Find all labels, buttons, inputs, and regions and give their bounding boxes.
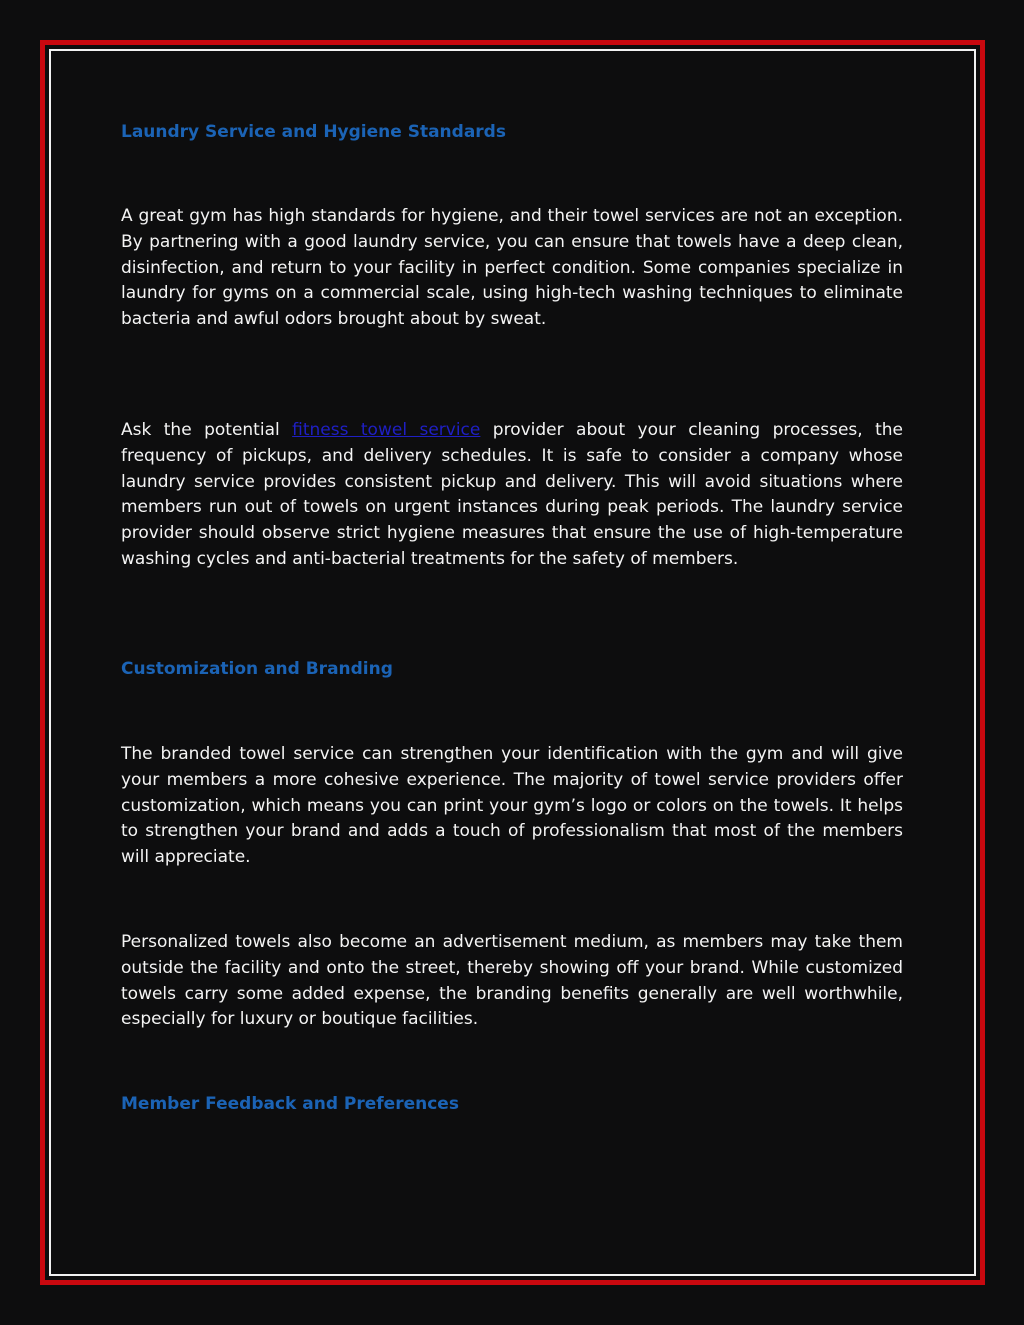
paragraph-personalized-towels: Personalized towels also become an advertisement medium, as members may take them outside the facility and onto the street, thereby showing off your brand. While customized towels carry some added expense, the branding benefits generally are well worthwhile, especially for luxury or boutique facilities.	[121, 932, 903, 1030]
heading-customization-branding: Customization and Branding	[121, 659, 393, 679]
paragraph-text-after-link: provider about your cleaning processes, the frequency of pickups, and delivery schedules. It is safe to consider a company whose laundry service provides consistent pickup and delivery. This will avoid situations where members run out of towels on urgent instances during peak periods. The laundry service provider should observe strict hygiene measures that ensure the use of high-temperature washing cycles and anti-bacterial treatments for the safety of members.	[121, 420, 904, 569]
heading-laundry-service: Laundry Service and Hygiene Standards	[121, 122, 506, 142]
paragraph-text-before-link: Ask the potential	[121, 420, 293, 440]
paragraph-cleaning-processes	[121, 418, 903, 573]
fitness-towel-service-link[interactable]: fitness towel service	[292, 420, 481, 440]
paragraph-branded-towels: The branded towel service can strengthen your identification with the gym and will give your members a more cohesive experience. The majority of towel service providers offer customization, which means you can print your gym’s logo or colors on the towels. It helps to strengthen your brand and adds a touch of professionalism that most of the members will appreciate.	[121, 744, 903, 868]
heading-member-feedback: Member Feedback and Preferences	[121, 1094, 459, 1114]
paragraph-hygiene-standards: A great gym has high standards for hygiene, and their towel services are not an exception. By partnering with a good laundry service, you can ensure that towels have a deep clean, disinfection, and return to your facility in perfect condition. Some companies specialize in laundry for gyms on a commercial scale, using high-tech washing techniques to eliminate bacteria and awful odors brought about by sweat.	[121, 206, 903, 330]
